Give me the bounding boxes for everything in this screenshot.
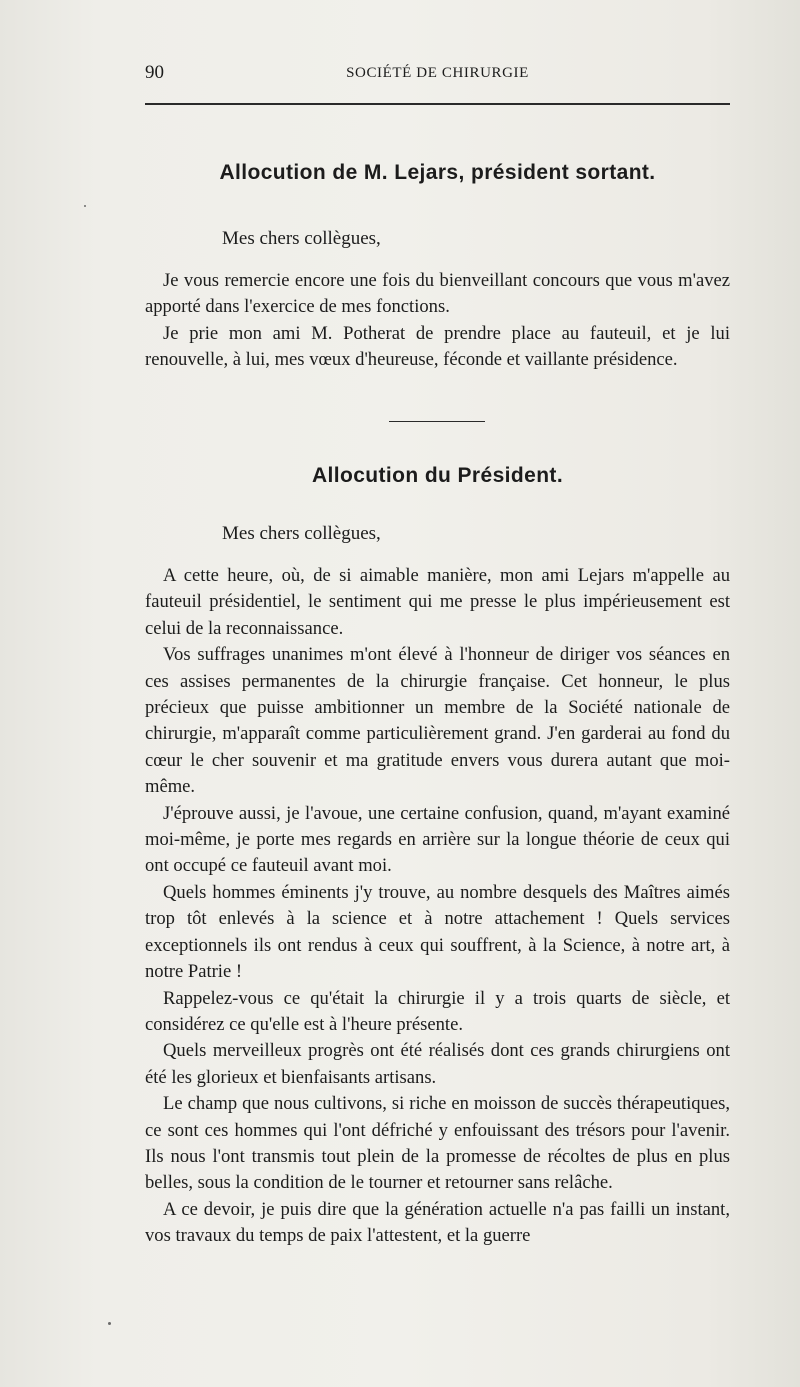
paragraph: Je prie mon ami M. Potherat de prendre place au fauteuil, et je lui renouvelle, à lui, mes vœux d'heureuse, féconde et vaillante présidence. (145, 322, 730, 371)
paragraph: Quels hommes éminents j'y trouve, au nombre desquels des Maîtres aimés trop tôt enlevés à la science et à notre attachement ! Quels services exceptionnels ils ont rendus à ceux qui souffrent, à la Science, à notre art, à notre Patrie ! (145, 881, 730, 983)
salutation-2: Mes chers collègues, (222, 523, 381, 544)
section-heading-lejars: Allocution de M. Lejars, président sortant. (219, 161, 656, 184)
section-2-body (145, 563, 730, 1250)
running-header (145, 62, 730, 88)
paragraph: Vos suffrages unanimes m'ont élevé à l'honneur de diriger vos séances en ces assises permanentes de la chirurgie française. Cet honneur, le plus précieux que puisse ambitionner un membre de la Société nationale de chirurgie, m'apparaît comme particulièrement grand. J'en garderai au fond du cœur le cher souvenir et ma gratitude envers vous durera autant que moi-même. (145, 644, 730, 798)
paragraph: A cette heure, où, de si aimable manière, mon ami Lejars m'appelle au fauteuil présidentiel, le sentiment qui me presse le plus impérieusement est celui de la reconnaissance. (145, 565, 730, 639)
paragraph: Je vous remercie encore une fois du bienveillant concours que vous m'avez apporté dans l'exercice de mes fonctions. (145, 270, 730, 318)
paragraph: Rappelez-vous ce qu'était la chirurgie il y a trois quarts de siècle, et considérez ce qu'elle est à l'heure présente. (145, 987, 730, 1035)
page-number: 90 (145, 62, 164, 83)
paragraph: Quels merveilleux progrès ont été réalisés dont ces grands chirurgiens ont été les glorieux et bienfaisants artisans. (145, 1040, 730, 1088)
section-1-body (145, 268, 730, 374)
paragraph: A ce devoir, je puis dire que la génération actuelle n'a pas failli un instant, vos travaux du temps de paix l'attestent, et la guerre (145, 1198, 730, 1247)
header-rule (145, 103, 730, 105)
section-heading-president: Allocution du Président. (311, 464, 564, 487)
paper-speck (108, 1322, 111, 1325)
section-separator (389, 421, 485, 422)
salutation-1: Mes chers collègues, (222, 228, 381, 249)
paragraph: J'éprouve aussi, je l'avoue, une certaine confusion, quand, m'ayant examiné moi-même, je porte mes regards en arrière sur la longue théorie de ceux qui ont occupé ce fauteuil avant moi. (145, 802, 730, 877)
running-title: SOCIÉTÉ DE CHIRURGIE (346, 65, 529, 81)
paragraph: Le champ que nous cultivons, si riche en moisson de succès thérapeutiques, ce sont ces hommes qui l'ont défriché y enfouissant des trésors pour l'avenir. Ils nous l'ont transmis tout plein de la promesse de récoltes de plus en plus belles, sous la condition de le tourner et retourner sans relâche. (145, 1093, 730, 1194)
paper-speck (84, 205, 86, 207)
